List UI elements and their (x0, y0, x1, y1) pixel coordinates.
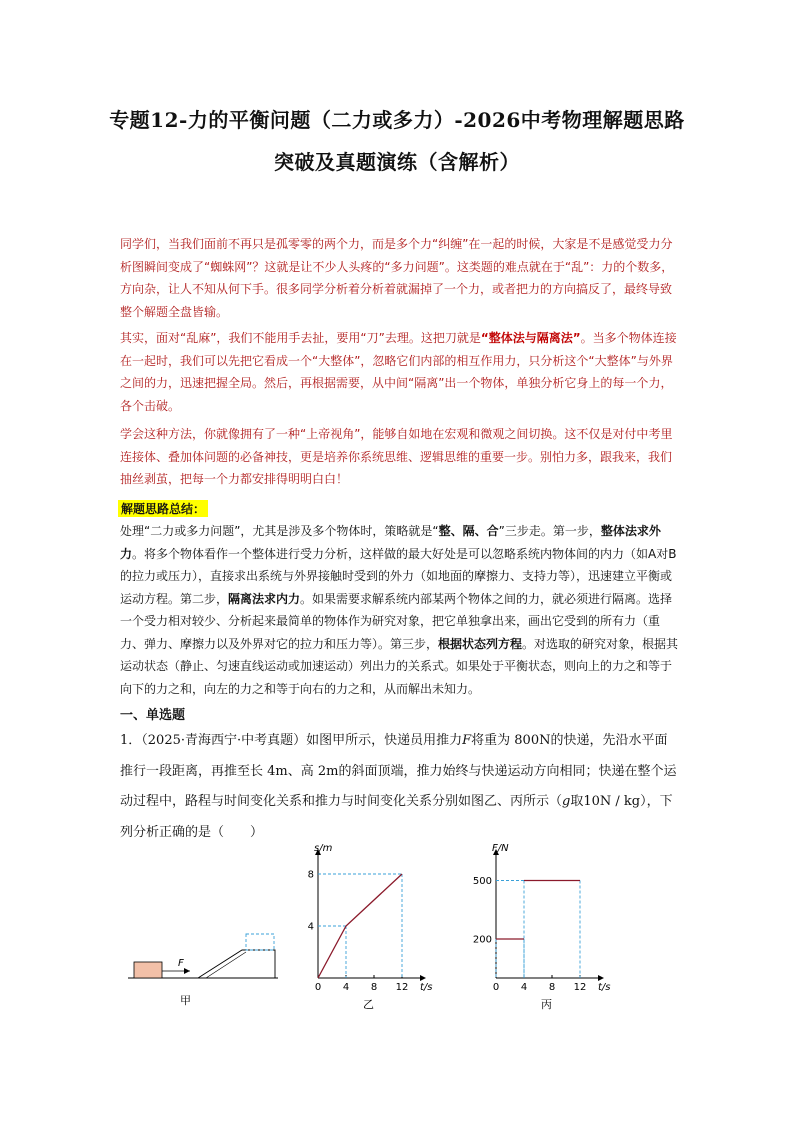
incline-shape (198, 950, 275, 978)
y-tick-label: 200 (472, 934, 492, 946)
question-g-symbol: g (562, 794, 571, 809)
x-tick-label: 0 (314, 982, 322, 993)
y-tick-label: 8 (307, 869, 314, 881)
summary-bold-1: 整、隔、合 (438, 524, 499, 538)
force-arrow-head (184, 968, 190, 974)
x-tick-label: 8 (548, 982, 556, 993)
y-axis-label: F/N (492, 843, 509, 854)
summary-text-2: ”三步走。第一步， (498, 524, 601, 538)
figure-jia (128, 928, 288, 1010)
package-box (134, 962, 162, 978)
x-axis-label: t/s (598, 982, 611, 993)
summary-paragraph (120, 520, 680, 700)
y-tick-label: 4 (307, 921, 314, 933)
x-axis-arrow (598, 975, 604, 981)
summary-bold-3: 隔离法求内力 (228, 591, 301, 606)
x-tick-label: 4 (520, 982, 528, 993)
incline-inner-line (206, 952, 246, 978)
summary-bold-2: 整体法求外力 (120, 524, 661, 561)
x-tick-label: 4 (342, 982, 350, 993)
x-tick-label: 8 (370, 982, 378, 993)
intro-paragraph-2 (120, 327, 680, 417)
package-top-dashed (246, 934, 274, 950)
question-text-b: 将重为 800N的快递，先沿水平面推行一段距离，再推至长 4m、高 2m的斜面顶端，推力始终与快递运动方向相同；快递在整个运动过程中，路程与时间变化关系和推力与时间变化关系分别如图乙、丙所示（ (120, 733, 677, 809)
x-axis-label: t/s (420, 982, 433, 993)
figure-jia-caption: 甲 (180, 994, 191, 1007)
question-force-symbol: F (462, 733, 472, 748)
intro-p2-text-b: 。当多个物体连接在一起时，我们可以先把它看成一个“大整体”，忽略它们内部的相互作用力，只分析这个“大整体”与外界之间的力，迅速把握全局。然后，再根据需要，从中间“隔离”出一个物体，单独分析它身上的每一个力，各个击破。 (120, 331, 677, 413)
section-heading: 一、单选题 (120, 708, 186, 723)
summary-text-3: 。将多个物体看作一个整体进行受力分析，这样做的最大好处是可以忽略系统内物体间的内力（如A对B的拉力或压力），直接求出系统与外界接触时受到的外力（如地面的摩擦力、支持力等），迅速建立平衡或运动方程。第二步， (120, 546, 677, 606)
y-axis-label: s/m (314, 843, 333, 854)
chart-bing (470, 843, 620, 1011)
x-tick-label: 0 (492, 982, 500, 993)
question-text-c: 取10N / kg），下列分析正确的是（ ） (120, 794, 673, 840)
question-text-a: 1．（2025·青海西宁·中考真题）如图甲所示，快递员用推力 (120, 733, 463, 748)
page-title-line1: 专题12-力的平衡问题（二力或多力）-2026中考物理解题思路 (109, 108, 685, 132)
x-axis-arrow (420, 975, 426, 981)
intro-p2-highlight: “整体法与隔离法” (480, 331, 581, 345)
summary-bold-4: 根据状态列方程 (438, 636, 523, 651)
chart-yi (300, 843, 433, 1011)
page-title-line2: 突破及真题演练（含解析） (274, 150, 520, 174)
chart-caption: 乙 (363, 998, 374, 1011)
y-tick-label: 500 (472, 876, 492, 887)
summary-text-5: 。对选取的研究对象，根据其运动状态（静止、匀速直线运动或加速运动）列出力的关系式。如果处于平衡状态，则向上的力之和等于向下的力之和，向左的力之和等于向右的力之和，从而解出未知力。 (120, 636, 679, 696)
x-tick-label: 12 (573, 982, 587, 993)
intro-p2-text-a: 其实，面对“乱麻”，我们不能用手去扯，要用“刀”去理。这把刀就是 (120, 331, 481, 345)
force-label: F (178, 958, 184, 969)
chart-caption: 丙 (541, 998, 552, 1011)
summary-label: 解题思路总结： (118, 500, 208, 517)
question-1 (120, 726, 680, 848)
summary-text-1: 处理“二力或多力问题”，尤其是涉及多个物体时，策略就是“ (120, 524, 439, 538)
summary-text-4: 。如果需要求解系统内部某两个物体之间的力，就必须进行隔离。选择一个受力相对较少、分析起来最简单的物体作为研究对象，把它单独拿出来，画出它受到的所有力（重力、弹力、摩擦力以及外界对它的拉力和压力等）。第三步， (120, 591, 673, 651)
intro-paragraph-3: 学会这种方法，你就像拥有了一种“上帝视角”，能够自如地在宏观和微观之间切换。这不仅是对付中考里连接体、叠加体问题的必备神技，更是培养你系统思维、逻辑思维的重要一步。别怕力多，跟我来，我们抽丝剥茧，把每一个力都安排得明明白白！ (120, 427, 673, 486)
x-tick-label: 12 (395, 982, 409, 993)
intro-paragraph-1: 同学们，当我们面前不再只是孤零零的两个力，而是多个力“纠缠”在一起的时候，大家是不是感觉受力分析图瞬间变成了“蜘蛛网”？这就是让不少人头疼的“多力问题”。这类题的难点就在于“乱”：力的个数多，方向杂，让人不知从何下手。很多同学分析着分析着就漏掉了一个力，或者把力的方向搞反了，最终导致整个解题全盘皆输。 (120, 237, 674, 319)
